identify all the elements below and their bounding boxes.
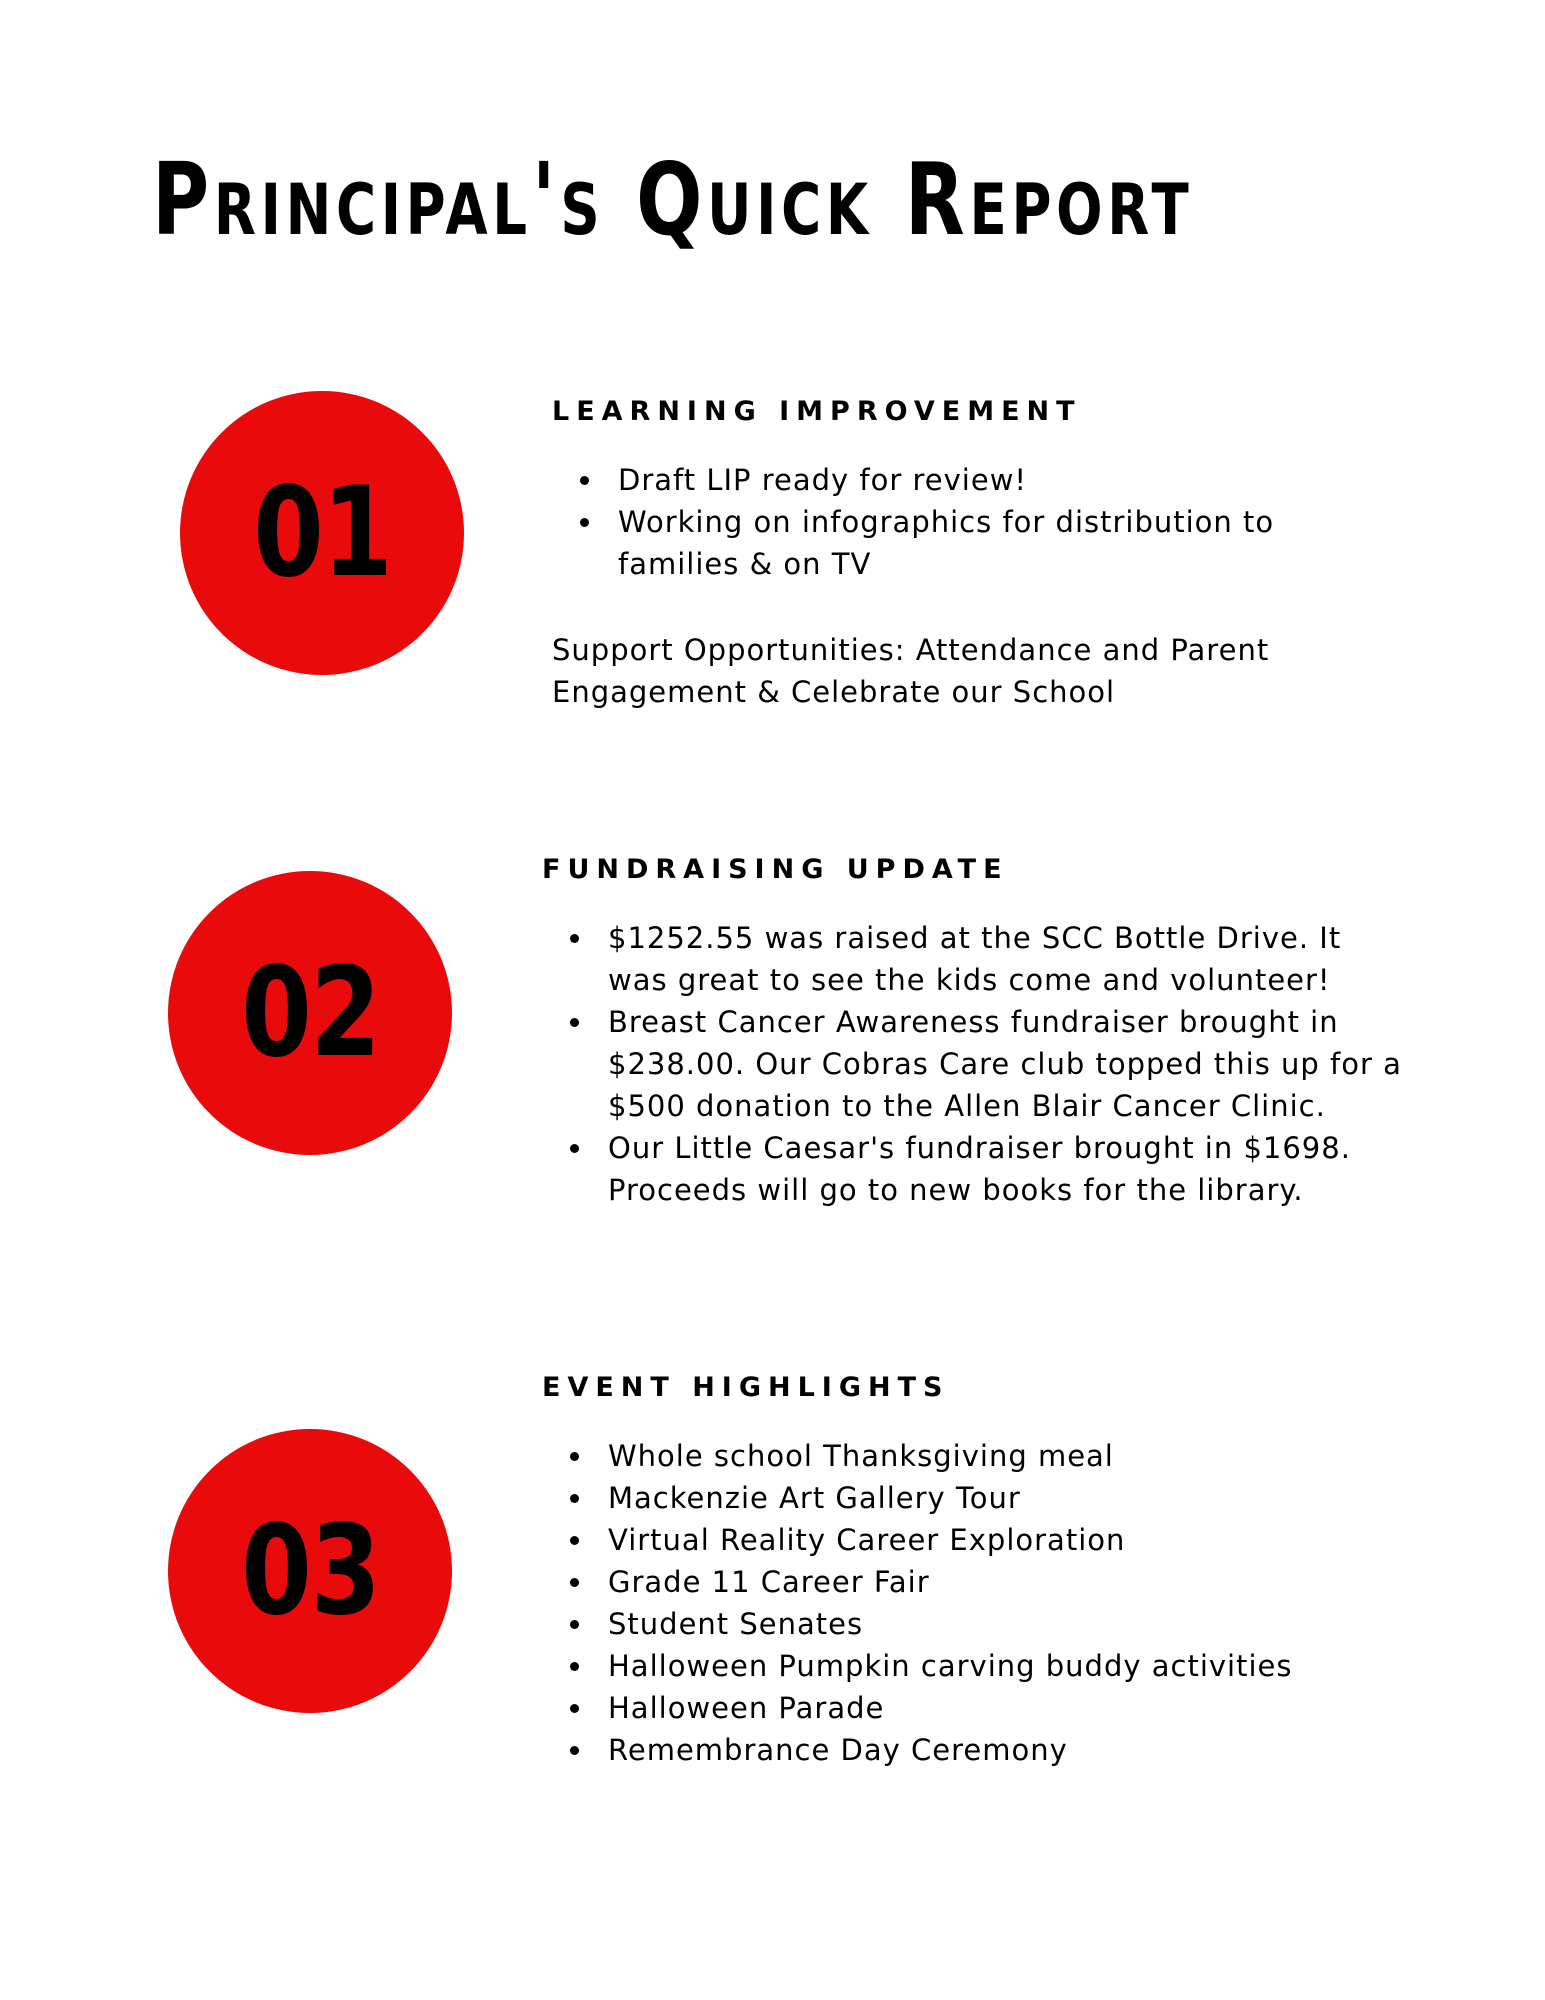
bullet-list-1 [552, 459, 1432, 585]
section-number-badge-1 [180, 391, 464, 675]
section-learning-improvement [552, 398, 1432, 713]
section-number-3: 03 [240, 1499, 380, 1643]
bullet-list-2 [542, 917, 1422, 1211]
support-note: Support Opportunities: Attendance and Parent Engagement & Celebrate our School [552, 633, 1270, 709]
list-item: Draft LIP ready for review! [560, 459, 1432, 501]
list-item: Whole school Thanksgiving meal [550, 1435, 1422, 1477]
section-event-highlights [542, 1374, 1422, 1771]
section-fundraising-update [542, 856, 1422, 1211]
section-number-badge-3 [168, 1429, 452, 1713]
list-item: Mackenzie Art Gallery Tour [550, 1477, 1422, 1519]
list-item: Halloween Pumpkin carving buddy activities [550, 1645, 1422, 1687]
list-item: Halloween Parade [550, 1687, 1422, 1729]
list-item: Remembrance Day Ceremony [550, 1729, 1422, 1771]
section-number-1: 01 [252, 461, 392, 605]
section-heading-3: EVENT HIGHLIGHTS [542, 1372, 950, 1403]
list-item: Student Senates [550, 1603, 1422, 1645]
section-number-badge-2 [168, 871, 452, 1155]
section-number-2: 02 [240, 941, 380, 1085]
bullet-list-3 [542, 1435, 1422, 1771]
page-title: Principal's Quick Report [152, 141, 1194, 258]
section-heading-1: LEARNING IMPROVEMENT [552, 396, 1082, 427]
list-item: $1252.55 was raised at the SCC Bottle Drive. It was great to see the kids come and volunteer! [550, 917, 1422, 1001]
list-item: Our Little Caesar's fundraiser brought in $1698. Proceeds will go to new books for the library. [550, 1127, 1422, 1211]
list-item: Breast Cancer Awareness fundraiser brought in $238.00. Our Cobras Care club topped this up for a $500 donation to the Allen Blair Cancer Clinic. [550, 1001, 1422, 1127]
list-item: Grade 11 Career Fair [550, 1561, 1422, 1603]
list-item: Virtual Reality Career Exploration [550, 1519, 1422, 1561]
section-heading-2: FUNDRAISING UPDATE [542, 854, 1009, 885]
list-item: Working on infographics for distribution to families & on TV [560, 501, 1432, 585]
